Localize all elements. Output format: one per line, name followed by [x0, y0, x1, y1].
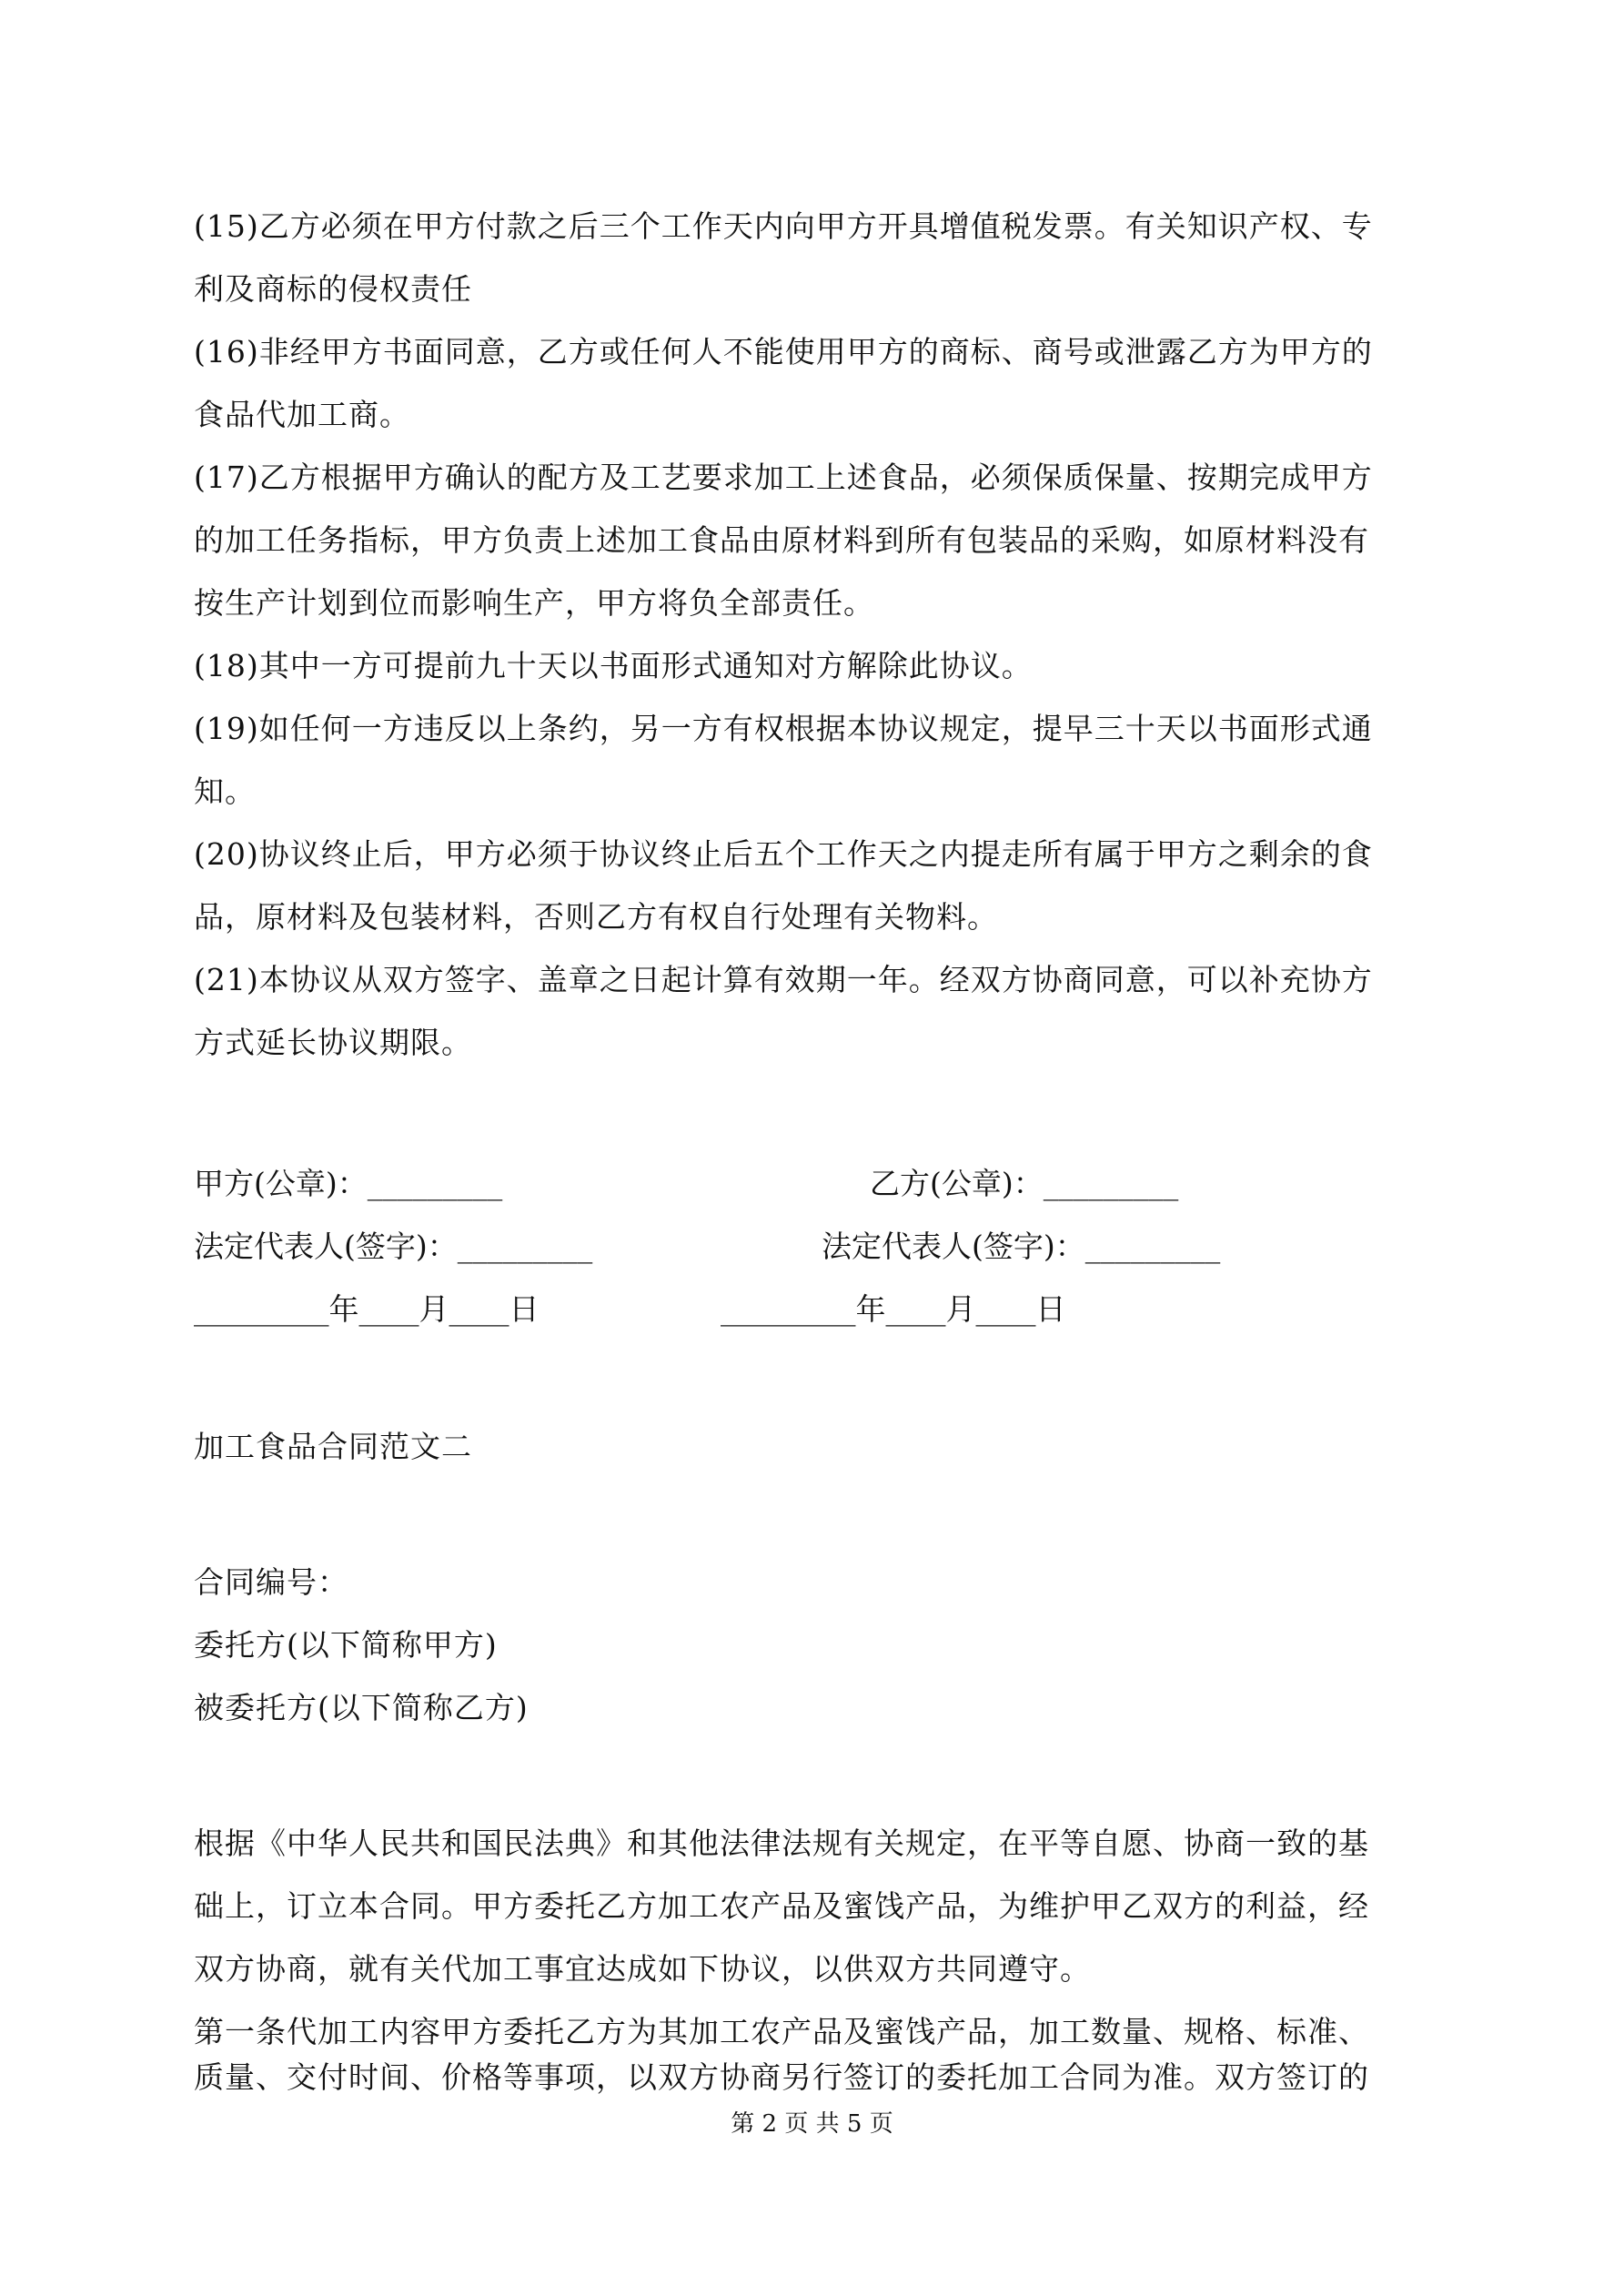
page-indicator: 第 2 页 共 5 页	[731, 2110, 893, 2138]
clause-19-line-2: 知。	[194, 774, 256, 809]
clause-21-line-1: (21)本协议从双方签字、盖章之日起计算有效期一年。经双方协商同意，可以补充协方	[194, 962, 1373, 997]
preamble-line-3: 双方协商，就有关代加工事宜达成如下协议，以供双方共同遵守。	[194, 1951, 1091, 1987]
clause-17-line-3: 按生产计划到位而影响生产，甲方将负全部责任。	[194, 585, 874, 621]
clause-15-line-1: (15)乙方必须在甲方付款之后三个工作天内向甲方开具增值税发票。有关知识产权、专	[194, 208, 1373, 244]
article-1-line-1: 第一条代加工内容甲方委托乙方为其加工农产品及蜜饯产品，加工数量、规格、标准、	[194, 2014, 1369, 2049]
clause-16-line-1: (16)非经甲方书面同意，乙方或任何人不能使用甲方的商标、商号或泄露乙方为甲方的	[194, 334, 1373, 369]
clause-20-line-1: (20)协议终止后，甲方必须于协议终止后五个工作天之内提走所有属于甲方之剩余的食	[194, 836, 1373, 872]
party-b-seal: 乙方(公章)：_________	[870, 1166, 1179, 1201]
preamble-line-1: 根据《中华人民共和国民法典》和其他法律法规有关规定，在平等自愿、协商一致的基	[194, 1826, 1369, 1861]
party-b-representative: 法定代表人(签字)：_________	[822, 1229, 1221, 1264]
clause-21-line-2: 方式延长协议期限。	[194, 1025, 472, 1060]
clause-15-line-2: 利及商标的侵权责任	[194, 271, 472, 307]
contract-number: 合同编号：	[194, 1564, 348, 1600]
party-a-date: _________年____月____日	[194, 1291, 540, 1327]
clause-19-line-1: (19)如任何一方违反以上条约，另一方有权根据本协议规定，提早三十天以书面形式通	[194, 711, 1373, 746]
party-b-date: _________年____月____日	[721, 1291, 1066, 1327]
clause-16-line-2: 食品代加工商。	[194, 397, 410, 432]
clause-17-line-1: (17)乙方根据甲方确认的配方及工艺要求加工上述食品，必须保质保量、按期完成甲方	[194, 460, 1373, 495]
agent-party: 被委托方(以下简称乙方)	[194, 1690, 529, 1725]
party-a-seal: 甲方(公章)：_________	[194, 1166, 503, 1201]
principal-party: 委托方(以下简称甲方)	[194, 1627, 498, 1663]
party-a-representative: 法定代表人(签字)：_________	[194, 1229, 593, 1264]
preamble-line-2: 础上，订立本合同。甲方委托乙方加工农产品及蜜饯产品，为维护甲乙双方的利益，经	[194, 1888, 1369, 1924]
clause-20-line-2: 品，原材料及包装材料，否则乙方有权自行处理有关物料。	[194, 899, 998, 935]
sample-2-title: 加工食品合同范文二	[194, 1429, 472, 1464]
clause-17-line-2: 的加工任务指标，甲方负责上述加工食品由原材料到所有包装品的采购，如原材料没有	[194, 522, 1369, 558]
clause-18-line-1: (18)其中一方可提前九十天以书面形式通知对方解除此协议。	[194, 648, 1033, 683]
article-1-line-2: 质量、交付时间、价格等事项，以双方协商另行签订的委托加工合同为准。双方签订的	[194, 2059, 1369, 2095]
